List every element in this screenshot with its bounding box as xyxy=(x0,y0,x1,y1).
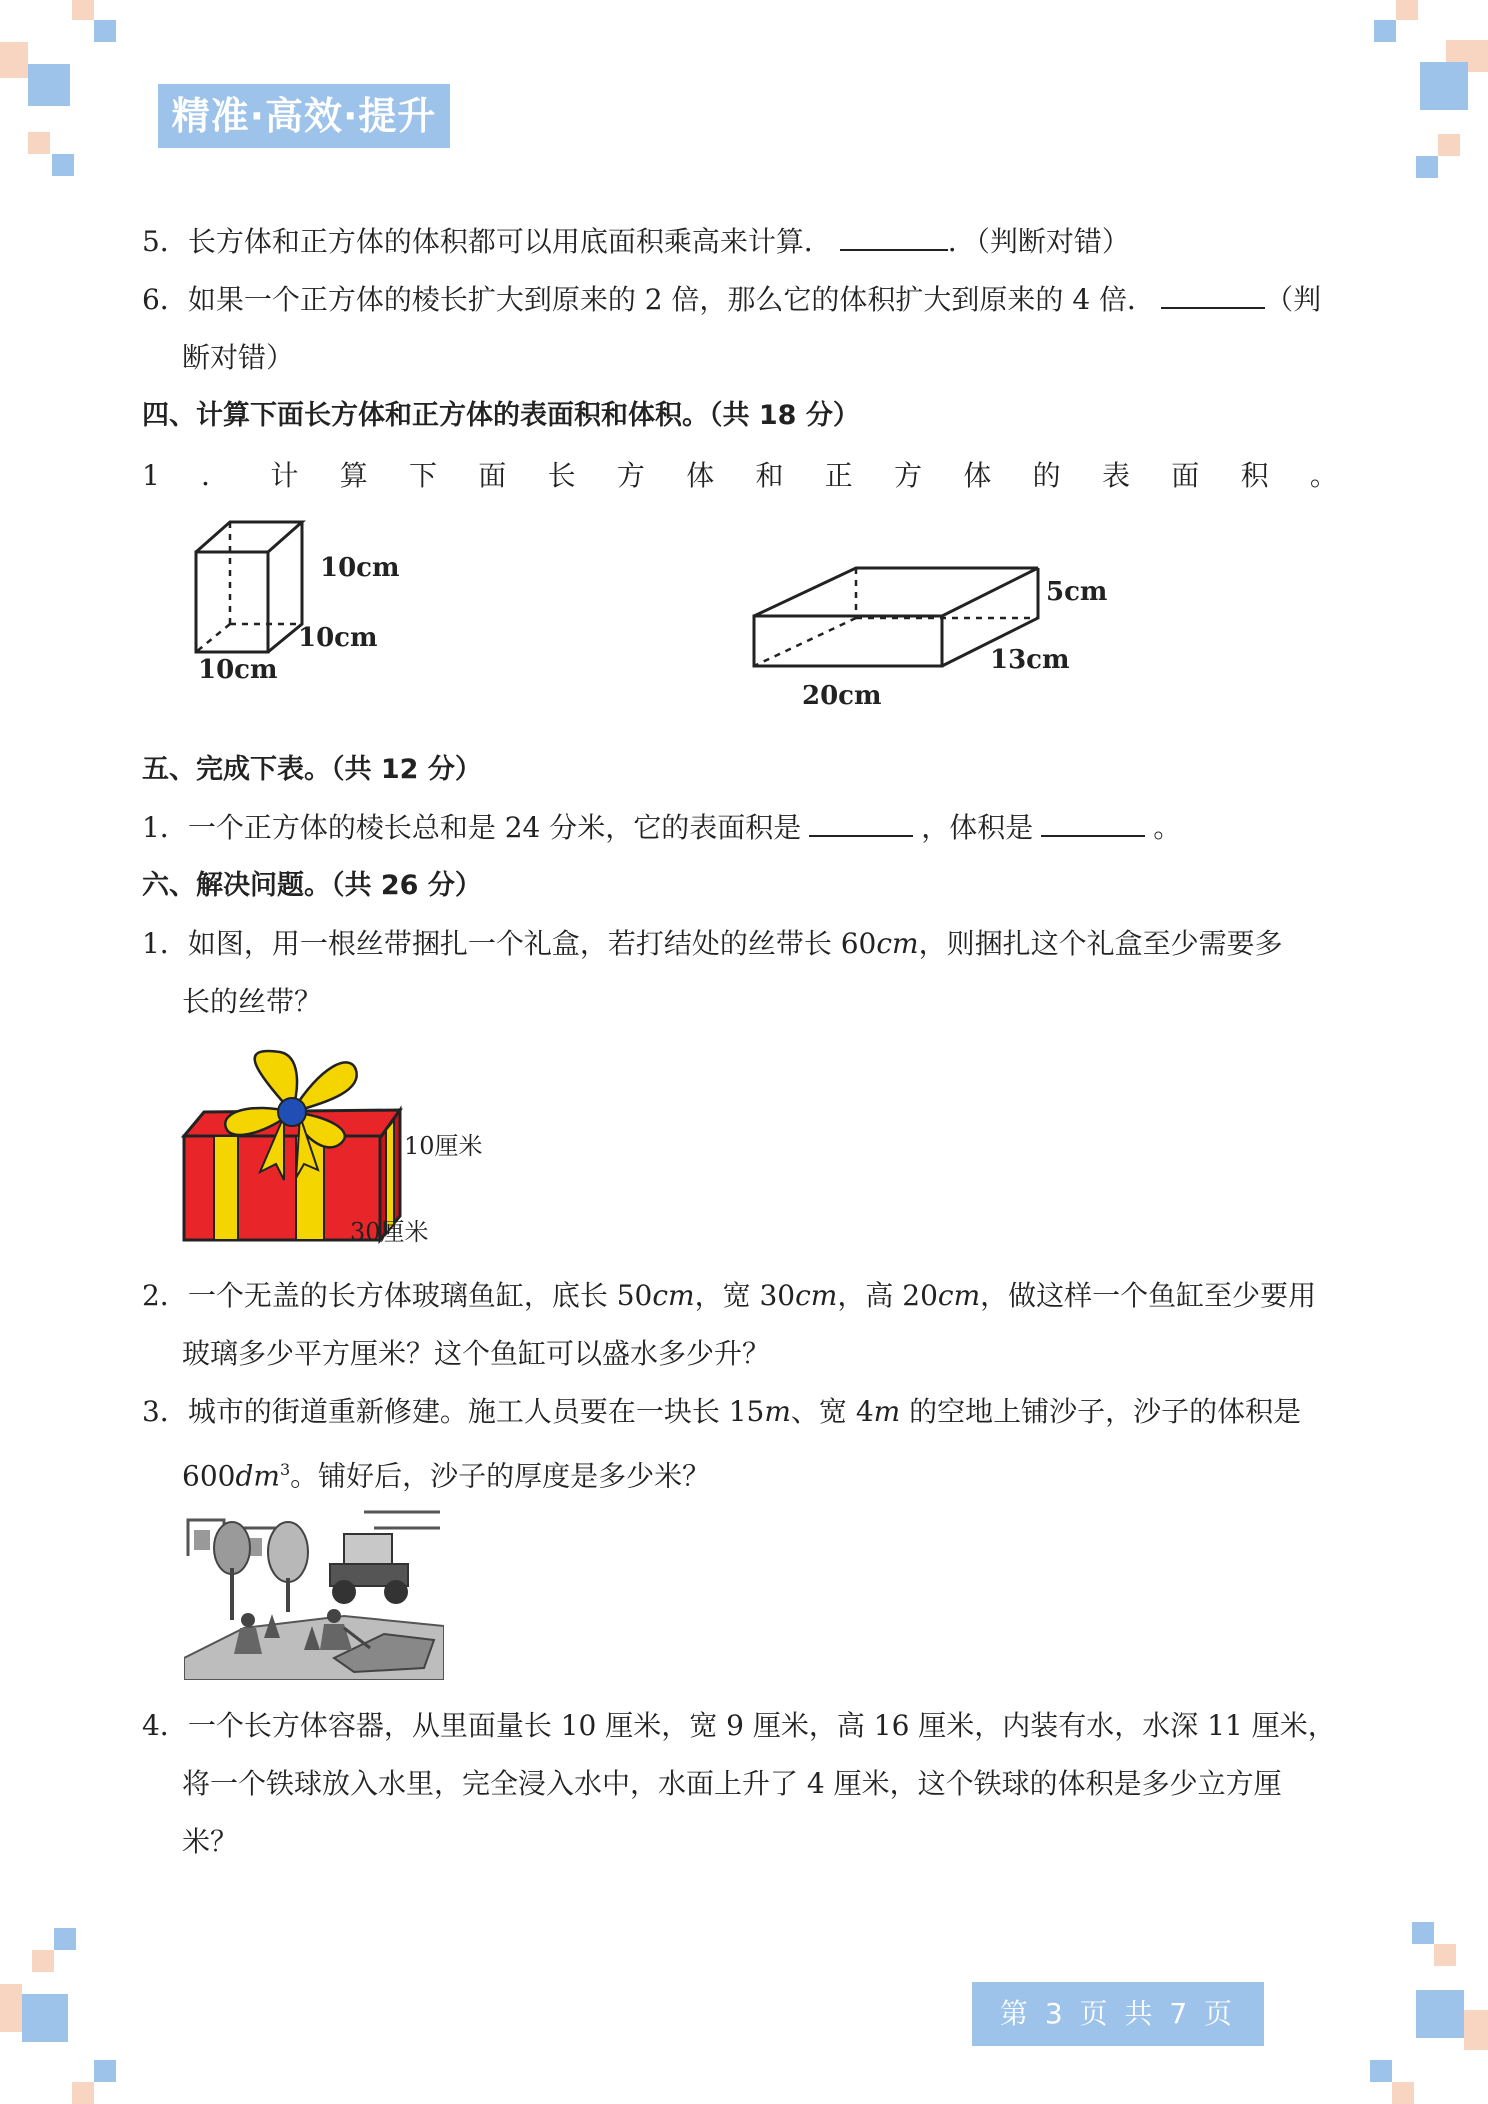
section-4-q1-char: 和 xyxy=(755,459,784,492)
s6-q1-text-b: ，则捆扎这个礼盒至少需要多 xyxy=(918,927,1283,960)
answer-blank[interactable] xyxy=(840,223,948,251)
s6-q3-text-a: 3．城市的街道重新修建。施工人员要在一块长 15 xyxy=(142,1395,765,1428)
cuboid-length-label: 20cm xyxy=(802,681,882,711)
section-4-q1-char: 积 xyxy=(1240,459,1269,492)
s6-q2-text-b: ，宽 30 xyxy=(694,1279,796,1312)
section-6-question-3 xyxy=(142,1392,1301,1432)
section-6-question-4-line-3: 米？ xyxy=(182,1825,239,1858)
question-5 xyxy=(142,222,1130,262)
section-4-q1-char: 体 xyxy=(963,459,992,492)
s6-q2-text-d: ，做这样一个鱼缸至少要用 xyxy=(980,1279,1317,1312)
tree-icon xyxy=(268,1522,308,1582)
section-6-question-2-cont: 玻璃多少平方厘米？这个鱼缸可以盛水多少升？ xyxy=(182,1337,771,1370)
surface-area-blank[interactable] xyxy=(809,809,913,837)
gift-height-label: 10厘米 xyxy=(404,1132,483,1160)
section-4-q1-char: 长 xyxy=(547,459,576,492)
header-badge: 精准·高效·提升 xyxy=(158,84,450,148)
section-6-question-4-line-1: 4．一个长方体容器，从里面量长 10 厘米，宽 9 厘米，高 16 厘米，内装有水，水深 11 厘米， xyxy=(142,1709,1336,1742)
s6-q3-text-c: 的空地上铺沙子，沙子的体积是 xyxy=(900,1395,1302,1428)
question-6 xyxy=(142,280,1321,320)
s6-q3-unit: m xyxy=(873,1395,901,1428)
road-roller-icon xyxy=(344,1534,392,1568)
section-4-q1-char: 下 xyxy=(409,459,438,492)
section-4-q1-char: 正 xyxy=(824,459,853,492)
cuboid-figure xyxy=(740,560,1120,720)
section-5-question-1 xyxy=(142,808,1181,848)
section-4-title: 四、计算下面长方体和正方体的表面积和体积。（共 18 分） xyxy=(142,400,860,431)
s6-q1-unit: cm xyxy=(876,927,919,960)
s6-q3-value: 600 xyxy=(182,1459,236,1493)
cuboid-front-face xyxy=(754,616,942,666)
section-4-q1-char: 表 xyxy=(1101,459,1130,492)
question-5-suffix: ．（判断对错） xyxy=(947,225,1130,258)
cuboid-width-label: 13cm xyxy=(990,645,1070,675)
gift-width-label: 30厘米 xyxy=(350,1218,429,1246)
worker-icon xyxy=(241,1613,255,1627)
section-4-q1-char: 计 xyxy=(270,459,299,492)
s6-q2-text-a: 2．一个无盖的长方体玻璃鱼缸，底长 50 xyxy=(142,1279,653,1312)
question-5-text: 5．长方体和正方体的体积都可以用底面积乘高来计算． xyxy=(142,225,832,258)
section-6-question-1 xyxy=(142,924,1283,964)
volume-blank[interactable] xyxy=(1041,809,1145,837)
section-6-question-2 xyxy=(142,1276,1316,1316)
section-4-q1-char: ． xyxy=(201,459,230,492)
section-4-q1-char: 方 xyxy=(616,459,645,492)
cuboid-height-label: 5cm xyxy=(1046,577,1108,607)
question-6-text: 6．如果一个正方体的棱长扩大到原来的 2 倍，那么它的体积扩大到原来的 4 倍． xyxy=(142,283,1156,316)
cube-edge-front-label: 10cm xyxy=(198,655,278,682)
section-4-q1-char: 算 xyxy=(339,459,368,492)
cube-edge-depth-label: 10cm xyxy=(298,623,378,653)
section-4-q1-char: 面 xyxy=(1171,459,1200,492)
s6-q3-unit: m xyxy=(764,1395,791,1428)
section-4-q1-char: 1 xyxy=(142,459,160,492)
section-6-title: 六、解决问题。（共 26 分） xyxy=(142,870,482,901)
section-6-question-3-cont xyxy=(182,1450,710,1496)
section-4-q1-char: 体 xyxy=(686,459,715,492)
cube-front-face xyxy=(196,552,268,652)
street-construction-illustration xyxy=(184,1508,444,1680)
s6-q3-text-b: 、宽 4 xyxy=(790,1395,874,1428)
section-5-q1-text-b: ，体积是 xyxy=(921,811,1034,844)
section-4-question-1 xyxy=(142,456,1338,496)
section-5-q1-text-a: 1．一个正方体的棱长总和是 24 分米，它的表面积是 xyxy=(142,811,802,844)
s6-q2-unit: cm xyxy=(937,1279,981,1312)
section-4-q1-char: 方 xyxy=(894,459,923,492)
cube-figure xyxy=(186,512,416,682)
ribbon-strip xyxy=(214,1136,238,1240)
s6-q1-text-a: 1．如图，用一根丝带捆扎一个礼盒，若打结处的丝带长 60 xyxy=(142,927,877,960)
s6-q2-unit: cm xyxy=(652,1279,695,1312)
s6-q3-exponent: 3 xyxy=(279,1460,291,1479)
section-4-q1-char: 。 xyxy=(1309,459,1338,492)
s6-q3-volume-unit: dm xyxy=(235,1459,280,1493)
section-5-title: 五、完成下表。（共 12 分） xyxy=(142,754,482,785)
s6-q2-unit: cm xyxy=(795,1279,838,1312)
answer-blank[interactable] xyxy=(1161,281,1265,309)
section-6-question-1-cont: 长的丝带？ xyxy=(182,985,323,1018)
question-6-cont: 断对错） xyxy=(182,341,295,374)
tree-icon xyxy=(214,1522,250,1574)
s6-q3-text-d: 。铺好后，沙子的厚度是多少米？ xyxy=(290,1459,711,1493)
ribbon-knot xyxy=(278,1098,306,1126)
s6-q2-text-c: ，高 20 xyxy=(837,1279,938,1312)
worker-icon xyxy=(327,1609,341,1623)
section-4-q1-char: 的 xyxy=(1032,459,1061,492)
question-6-suffix: （判 xyxy=(1265,283,1322,316)
cube-edge-right-label: 10cm xyxy=(320,553,400,583)
section-5-q1-text-c: 。 xyxy=(1153,811,1182,844)
section-4-q1-char: 面 xyxy=(478,459,507,492)
gift-box-figure xyxy=(180,1046,500,1246)
section-6-question-4-line-2: 将一个铁球放入水里，完全浸入水中，水面上升了 4 厘米，这个铁球的体积是多少立方厘 xyxy=(182,1767,1282,1800)
page-indicator: 第 3 页 共 7 页 xyxy=(972,1982,1264,2046)
